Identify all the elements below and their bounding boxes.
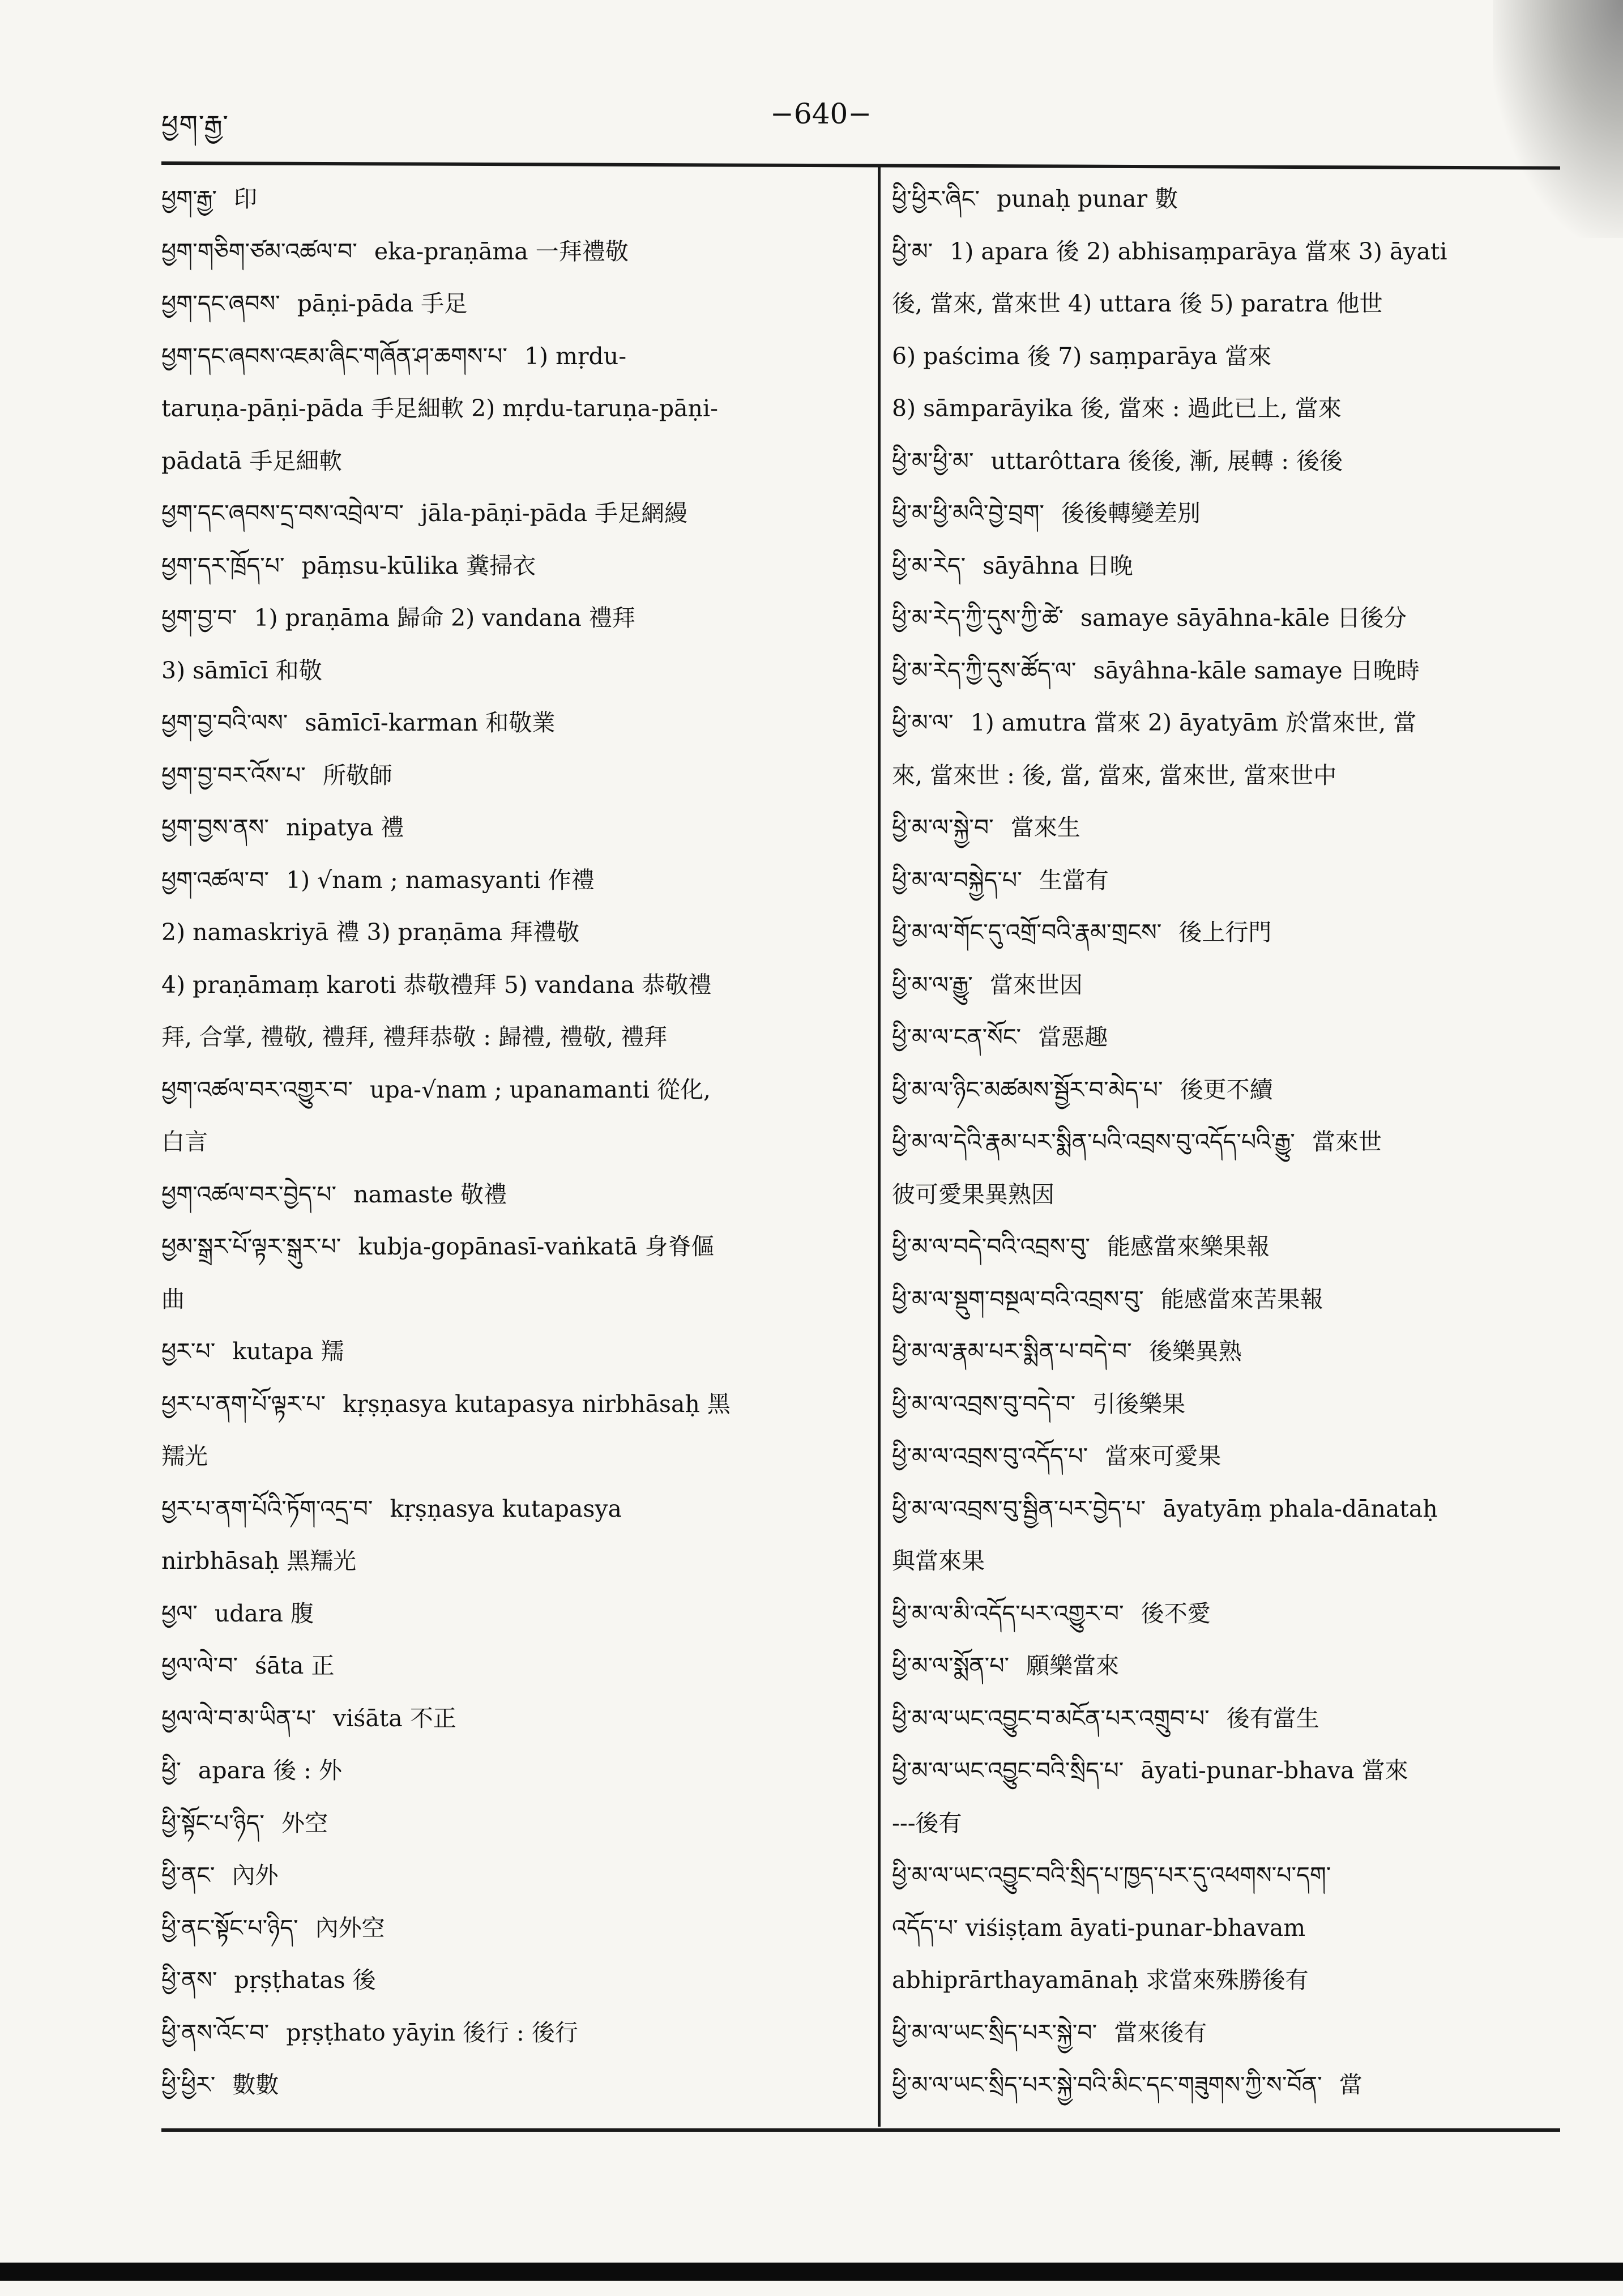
- dictionary-entry: [161, 1902, 866, 1954]
- dictionary-entry: [892, 906, 1526, 959]
- entry-headword: ཕྱི་མ་ལ་ཡང་འབྱུང་བའི་སྲིད་པ་: [892, 1757, 1124, 1784]
- entry-gloss: 當來世因: [989, 971, 1083, 998]
- entry-continuation: 與當來果: [892, 1547, 985, 1574]
- dictionary-entry: [161, 854, 866, 907]
- entry-gloss: samaye sāyāhna-kāle 日後分: [1080, 604, 1407, 631]
- entry-headword: ཕྱག་དང་ཞབས་འཇམ་ཞིང་གཞོན་ཤ་ཆགས་པ་: [161, 342, 507, 370]
- entry-headword: ཕྱི་མ་ལ་ཡང་སྲིད་པར་སྐྱེ་བ་: [892, 2018, 1097, 2046]
- page-number: −640−: [770, 97, 872, 130]
- entry-gloss: 後樂異熟: [1148, 1338, 1242, 1365]
- entry-gloss: śāta 正: [255, 1652, 335, 1679]
- entry-gloss: 外空: [281, 1809, 328, 1837]
- entry-headword: ཕྱི་མ་ལ་སྡུག་བསྔལ་བའི་འབྲས་བུ་: [892, 1285, 1144, 1313]
- entry-gloss: eka-praṇāma 一拜禮敬: [374, 237, 629, 265]
- entry-gloss: 當: [1339, 2071, 1363, 2098]
- entry-headword: ཕྱི་མ་རེད་ཀྱི་དུས་ཀྱི་ཚེ་: [892, 604, 1064, 631]
- footer-rule: [161, 2128, 1560, 2132]
- dictionary-entry: [161, 225, 866, 278]
- entry-gloss: kṛṣṇasya kutapasya: [390, 1495, 622, 1522]
- dictionary-entry: [161, 1378, 866, 1431]
- entry-headword: ཕྱག་འཚལ་བར་བྱེད་པ་: [161, 1180, 337, 1208]
- dictionary-entry: [161, 487, 866, 540]
- entry-gloss: 後上行門: [1178, 919, 1272, 946]
- dictionary-entry: [161, 540, 866, 592]
- entry-gloss: 所敬師: [322, 761, 392, 789]
- entry-headword: ཕྱི་མ་ལ་འབྲས་བུ་སྦྱིན་པར་བྱེད་པ་: [892, 1495, 1146, 1522]
- entry-continuation: 6) paścima 後 7) saṃparāya 當來: [892, 342, 1272, 370]
- entry-gloss: sāyâhna-kāle samaye 日晚時: [1093, 656, 1420, 684]
- entry-headword: ཕྱི་མ་ལ་མི་འདོད་པར་འགྱུར་བ་: [892, 1599, 1124, 1627]
- dictionary-entry: [892, 1378, 1526, 1431]
- dictionary-entry: [161, 330, 866, 383]
- entry-gloss: nipatya 禮: [285, 814, 404, 841]
- dictionary-entry: [161, 1954, 866, 2007]
- dictionary-entry: [892, 1430, 1526, 1483]
- dictionary-entry: [892, 959, 1526, 1012]
- entry-gloss: upa-√nam ; upanamanti 從化,: [370, 1076, 711, 1103]
- entry-headword: ཕྱི་ནས་: [161, 1966, 217, 1994]
- entry-continuation: ---後有: [892, 1809, 962, 1837]
- entry-gloss: sāyāhna 日晚: [983, 552, 1133, 579]
- dictionary-entry: [161, 592, 866, 645]
- entry-gloss: pāṃsu-kūlika 糞掃衣: [301, 552, 536, 579]
- dictionary-entry: [161, 1797, 866, 1850]
- entry-headword: ཕྱག་བྱ་བ་: [161, 604, 237, 631]
- entry-gloss: 1) amutra 當來 2) āyatyām 於當來世, 當: [970, 709, 1417, 736]
- dictionary-entry: [892, 1116, 1526, 1168]
- dictionary-entry: [892, 225, 1526, 278]
- dictionary-entry: [892, 1325, 1526, 1378]
- entry-continuation: 後, 當來, 當來世 4) uttara 後 5) paratra 他世: [892, 290, 1383, 317]
- entry-gloss: 能感當來樂果報: [1107, 1233, 1270, 1260]
- entry-gloss: 後更不續: [1180, 1076, 1273, 1103]
- right-column: [892, 173, 1526, 2111]
- entry-gloss: 內外: [232, 1862, 279, 1889]
- column-divider: [878, 167, 881, 2127]
- entry-gloss: āyatyāṃ phala-dānataḥ: [1163, 1495, 1438, 1522]
- entry-headword: ཕྱག་རྒྱ་: [161, 185, 217, 212]
- entry-headword: ཕྱི་མ་ལ་ཉིང་མཚམས་སྦྱོར་བ་མེད་པ་: [892, 1076, 1163, 1103]
- dictionary-entry: [161, 749, 866, 802]
- entry-headword: ཕྱག་བྱ་བར་འོས་པ་: [161, 761, 306, 789]
- entry-gloss: 當來後有: [1114, 2018, 1207, 2046]
- entry-headword: ཕྱི་མ་ལ་སྐྱེ་བ་: [892, 814, 994, 841]
- entry-gloss: sāmīcī-karman 和敬業: [305, 709, 556, 736]
- entry-headword: ཕྱི་: [161, 1757, 181, 1784]
- entry-continuation: 4) praṇāmaṃ karoti 恭敬禮拜 5) vandana 恭敬禮: [161, 971, 712, 998]
- dictionary-entry: [892, 1011, 1526, 1064]
- entry-gloss: 生當有: [1039, 866, 1109, 894]
- entry-gloss: pāṇi-pāda 手足: [297, 290, 468, 317]
- dictionary-entry: [161, 1220, 866, 1273]
- entry-headword: ཕྱར་པ་ནག་པོའི་ཏོག་འདྲ་བ་: [161, 1495, 373, 1522]
- entry-headword: ཕྱི་མ་རེད་ཀྱི་དུས་ཚོད་ལ་: [892, 656, 1077, 684]
- entry-gloss: 當來世: [1312, 1128, 1382, 1155]
- entry-headword: ཕྱི་ནང་སྟོང་པ་ཉིད་: [161, 1914, 298, 1941]
- entry-gloss: viśāta 不正: [333, 1704, 456, 1732]
- entry-continuation: 拜, 合掌, 禮敬, 禮拜, 禮拜恭敬 : 歸禮, 禮敬, 禮拜: [161, 1023, 668, 1051]
- dictionary-entry: [892, 2059, 1526, 2111]
- entry-gloss: 印: [233, 185, 257, 212]
- entry-headword: ཕྱར་པ་ནག་པོ་ལྟར་པ་: [161, 1390, 326, 1418]
- entry-gloss: 後有當生: [1226, 1704, 1319, 1732]
- entry-gloss: 願樂當來: [1026, 1652, 1120, 1679]
- entry-headword: ཕྱག་གཅིག་ཙམ་འཚལ་བ་: [161, 237, 357, 265]
- entry-gloss: apara 後 : 外: [198, 1757, 342, 1784]
- running-head: ཕྱག་རྒྱ་: [161, 109, 229, 140]
- entry-headword: ཕྱི་མ་ལ་འབྲས་བུ་འདོད་པ་: [892, 1443, 1088, 1470]
- entry-headword: ཕྱི་སྟོང་པ་ཉིད་: [161, 1809, 264, 1837]
- entry-continuation: 3) sāmīcī 和敬: [161, 656, 322, 684]
- dictionary-entry: [892, 540, 1526, 592]
- entry-gloss: uttarôttara 後後, 漸, 展轉 : 後後: [990, 447, 1343, 475]
- entry-gloss: pṛṣṭhatas 後: [234, 1966, 376, 1994]
- dictionary-entry: [892, 1744, 1526, 1797]
- entry-headword: ཕྱི་མ་ལ་རྣམ་པར་སྨིན་པ་བདེ་བ་: [892, 1338, 1132, 1365]
- entry-continuation: 羺光: [161, 1443, 208, 1470]
- entry-headword: ཕྱག་བྱས་ནས་: [161, 814, 269, 841]
- entry-continuation: 來, 當來世 : 後, 當, 當來, 當來世, 當來世中: [892, 761, 1337, 789]
- dictionary-entry: [161, 278, 866, 330]
- entry-headword: ཕྱི་ཕྱིར་ཞིང་: [892, 185, 980, 212]
- header-rule: [161, 161, 1560, 170]
- dictionary-entry: [892, 173, 1526, 225]
- dictionary-entry: [161, 2059, 866, 2111]
- dictionary-entry: [161, 1168, 866, 1221]
- dictionary-entry: [161, 2007, 866, 2059]
- entry-headword: ཕྱི་ནས་འོང་བ་: [161, 2018, 270, 2046]
- entry-gloss: kṛṣṇasya kutapasya nirbhāsaḥ 黑: [343, 1390, 731, 1418]
- entry-headword: ཕྱག་དང་ཞབས་དྲ་བས་འབྲེལ་བ་: [161, 500, 404, 527]
- entry-headword: ཕྱག་འཚལ་བར་འགྱུར་བ་: [161, 1076, 353, 1103]
- dictionary-entry: [892, 1587, 1526, 1640]
- dictionary-entry: [892, 801, 1526, 854]
- entry-headword: ཕྱི་མ་ལ་ཡང་འབྱུང་བའི་སྲིད་པ་ཁྱད་པར་དུ་འཕགས་པ་དག་: [892, 1862, 1331, 1889]
- entry-gloss: 當來可愛果: [1105, 1443, 1221, 1470]
- dictionary-entry: [892, 697, 1526, 749]
- entry-headword: ཕྱི་མ་ལ་རྒྱུ་: [892, 971, 973, 998]
- dictionary-entry: [161, 801, 866, 854]
- dictionary-entry: [161, 1587, 866, 1640]
- entry-gloss: 引後樂果: [1092, 1390, 1186, 1418]
- entry-continuation: 曲: [161, 1285, 185, 1313]
- entry-continuation: 彼可愛果異熟因: [892, 1180, 1054, 1208]
- entry-headword: ཕྱི་མ་ལ་: [892, 709, 954, 736]
- entry-continuation: pādatā 手足細軟: [161, 447, 343, 475]
- entry-headword: ཕྱལ་ལེ་བ་མ་ཡིན་པ་: [161, 1704, 317, 1732]
- entry-headword: ཕྱི་མ་: [892, 237, 933, 265]
- entry-gloss: 當來生: [1010, 814, 1080, 841]
- entry-headword: ཕྱམ་སྒྲར་པོ་ལྟར་སྒུར་པ་: [161, 1233, 341, 1260]
- entry-gloss: namaste 敬禮: [353, 1180, 507, 1208]
- entry-continuation: 白言: [161, 1128, 208, 1155]
- entry-gloss: kutapa 羺: [232, 1338, 344, 1365]
- entry-headword: ཕྱལ་: [161, 1599, 198, 1627]
- entry-headword: ཕྱག་དར་ཁྲོད་པ་: [161, 552, 285, 579]
- entry-headword: ཕྱི་མ་ལ་དེའི་རྣམ་པར་སྨིན་པའི་འབྲས་བུ་འདོད་པའི་རྒྱུ་: [892, 1128, 1295, 1155]
- dictionary-entry: [892, 2007, 1526, 2059]
- entry-gloss: jāla-pāṇi-pāda 手足網縵: [421, 500, 688, 527]
- dictionary-entry: [892, 1640, 1526, 1692]
- entry-continuation: འདོད་པ་ viśiṣṭam āyati-punar-bhavam: [892, 1914, 1306, 1941]
- dictionary-entry: [161, 1640, 866, 1692]
- scan-edge-band: [0, 2263, 1623, 2281]
- entry-continuation: 8) sāmparāyika 後, 當來 : 過此已上, 當來: [892, 395, 1342, 422]
- entry-headword: ཕྱི་མ་ལ་ངན་སོང་: [892, 1023, 1022, 1051]
- dictionary-entry: [892, 645, 1526, 697]
- dictionary-entry: [161, 697, 866, 749]
- dictionary-entry: [892, 1849, 1526, 1902]
- left-column: [161, 173, 866, 2111]
- dictionary-entry: [892, 1273, 1526, 1326]
- entry-headword: ཕྱི་མ་ཕྱི་མའི་བྱེ་བྲག་: [892, 500, 1045, 527]
- entry-continuation: abhiprārthayamānaḥ 求當來殊勝後有: [892, 1966, 1309, 1994]
- entry-gloss: punaḥ punar 數: [997, 185, 1178, 212]
- dictionary-entry: [892, 487, 1526, 540]
- entry-headword: ཕྱི་མ་ལ་འབྲས་བུ་བདེ་བ་: [892, 1390, 1076, 1418]
- entry-headword: ཕྱག་བྱ་བའི་ལས་: [161, 709, 288, 736]
- dictionary-entry: [161, 1849, 866, 1902]
- entry-headword: ཕྱི་མ་ལ་བསྐྱེད་པ་: [892, 866, 1022, 894]
- entry-gloss: 1) √nam ; namasyanti 作禮: [286, 866, 595, 894]
- entry-headword: ཕྱལ་ལེ་བ་: [161, 1652, 238, 1679]
- entry-headword: ཕྱི་མ་རེད་: [892, 552, 966, 579]
- dictionary-entry: [161, 1692, 866, 1745]
- entry-gloss: 能感當來苦果報: [1160, 1285, 1323, 1313]
- entry-gloss: pṛṣṭhato yāyin 後行 : 後行: [286, 2018, 578, 2046]
- entry-headword: ཕྱི་མ་ལ་སྨོན་པ་: [892, 1652, 1010, 1679]
- entry-headword: ཕྱི་མ་ཕྱི་མ་: [892, 447, 974, 475]
- entry-headword: ཕྱི་མ་ལ་གོང་དུ་འགྲོ་བའི་རྣམ་གྲངས་: [892, 919, 1162, 946]
- entry-headword: ཕྱར་པ་: [161, 1338, 216, 1365]
- entry-gloss: 當惡趣: [1038, 1023, 1108, 1051]
- entry-gloss: udara 腹: [214, 1599, 314, 1627]
- dictionary-entry: [892, 592, 1526, 645]
- entry-headword: ཕྱི་མ་ལ་ཡང་འབྱུང་བ་མངོན་པར་འགྲུབ་པ་: [892, 1704, 1210, 1732]
- entry-gloss: 內外空: [315, 1914, 385, 1941]
- dictionary-entry: [892, 1483, 1526, 1535]
- entry-continuation: nirbhāsaḥ 黑羺光: [161, 1547, 357, 1574]
- dictionary-entry: [892, 435, 1526, 488]
- entry-gloss: 1) praṇāma 歸命 2) vandana 禮拜: [254, 604, 635, 631]
- entry-continuation: taruṇa-pāṇi-pāda 手足細軟 2) mṛdu-taruṇa-pāṇi-: [161, 395, 718, 422]
- entry-headword: ཕྱི་མ་ལ་ཡང་སྲིད་པར་སྐྱེ་བའི་མིང་དང་གཟུགས་ཀྱི་ས་བོན་: [892, 2071, 1322, 2098]
- entry-continuation: 2) namaskriyā 禮 3) praṇāma 拜禮敬: [161, 919, 580, 946]
- dictionary-entry: [892, 1064, 1526, 1116]
- dictionary-entry: [161, 1744, 866, 1797]
- entry-gloss: 1) mṛdu-: [524, 342, 627, 370]
- entry-gloss: 1) apara 後 2) abhisaṃparāya 當來 3) āyati: [950, 237, 1447, 265]
- entry-headword: ཕྱི་ཕྱིར་: [161, 2071, 216, 2098]
- dictionary-entry: [892, 854, 1526, 907]
- dictionary-entry: [161, 1325, 866, 1378]
- entry-headword: ཕྱི་ནང་: [161, 1862, 215, 1889]
- dictionary-entry: [892, 1692, 1526, 1745]
- entry-gloss: kubja-gopānasī-vaṅkatā 身脊傴: [358, 1233, 715, 1260]
- dictionary-entry: [892, 1220, 1526, 1273]
- dictionary-entry: [161, 173, 866, 225]
- entry-headword: ཕྱག་དང་ཞབས་: [161, 290, 280, 317]
- entry-headword: ཕྱི་མ་ལ་བདེ་བའི་འབྲས་བུ་: [892, 1233, 1091, 1260]
- entry-gloss: āyati-punar-bhava 當來: [1141, 1757, 1408, 1784]
- dictionary-entry: [161, 1483, 866, 1535]
- entry-gloss: 後後轉變差別: [1061, 500, 1201, 527]
- entry-headword: ཕྱག་འཚལ་བ་: [161, 866, 269, 894]
- entry-gloss: 後不愛: [1141, 1599, 1211, 1627]
- entry-gloss: 數數: [232, 2071, 279, 2098]
- dictionary-entry: [161, 1064, 866, 1116]
